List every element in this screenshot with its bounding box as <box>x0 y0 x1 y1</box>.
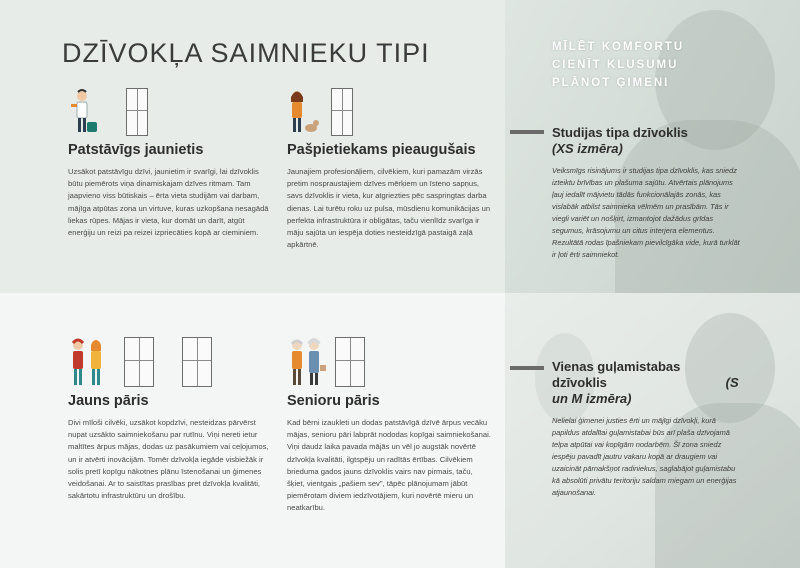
type-name: Senioru pāris <box>287 393 380 409</box>
apartment-description: Nelielai ģimenei justies ērti un mājīgi dzīvokļi, kurā papildus atdalītai guļamistabai būs arī plaša dzīvojamā telpa atpūtai vai kopīgām nodarbēm. Šī zona sniedz iespēju pavadīt jautru vakaru kopā ar draugiem vai uzaicināt pārnakšņot radiniekus, saglabājot guļamistabu kā absolūti privātu teritoriju saldam miegam un enerģijas atjaunošanai. <box>552 416 737 497</box>
type-illustration <box>287 333 492 387</box>
tagline-line: CIENĪT KLUSUMU <box>552 59 679 71</box>
type-description: Jaunajiem profesionāļiem, cilvēkiem, kuri pamazām virzās pretim nospraustajiem dzīves mērķiem un īsteno sapņus, savs dzīvoklis ir vieta, kur atgriezties pēc saspringtas darba dienas. Lai turētu roku uz pulsa, mūsdienu komunikācijas un perfekta infrastruktūra ir obligātas, taču vienlīdz svarīga ir māju sajūta un iespēja doties nesteidzīgā pastaigā zaļā apkārtnē. <box>287 167 491 250</box>
woman-with-dog-icon <box>287 88 321 136</box>
apartment-studio <box>510 125 750 261</box>
apartment-size: (S un M izmēra) <box>552 375 739 406</box>
apartment-size: (XS izmēra) <box>552 141 623 156</box>
owner-type-young-couple <box>68 333 273 502</box>
owner-type-young-independent <box>68 88 273 239</box>
floor-plan-icon <box>182 337 212 387</box>
apartment-title-main: Vienas guļamistabas dzīvoklis <box>552 359 681 390</box>
young-professional-icon <box>68 88 102 136</box>
floor-plan-icon <box>126 88 148 136</box>
type-name: Pašpietiekams pieaugušais <box>287 142 476 158</box>
owner-type-self-sufficient-adult <box>287 88 492 251</box>
type-name: Patstāvīgs jaunietis <box>68 142 204 158</box>
apartment-title <box>552 125 750 157</box>
page-title: DZĪVOKĻA SAIMNIEKU TIPI <box>62 38 430 68</box>
floor-plan-icon <box>124 337 154 387</box>
apartment-title <box>552 359 750 407</box>
tagline-line: MĪLĒT KOMFORTU <box>552 41 685 53</box>
type-description: Uzsākot patstāvīgu dzīvi, jaunietim ir svarīgi, lai dzīvoklis būtu piemērots viņa dinamiskajam dzīves ritmam. Tam jaapvieno viss būtiskais – ērta vieta studijām vai darbam, mājīga atpūtas zona un virtuve, kuras uzkopšana nesagādā liekas rūpes. Mājas ir vieta, kur domāt un darīt, atgūt enerģiju un reizi pa reizei izpriecāties kopā ar cieminiem. <box>68 167 269 238</box>
owner-type-senior-couple <box>287 333 492 515</box>
tagline-line: PLĀNOT ĢIMENI <box>552 77 670 89</box>
type-illustration <box>287 88 492 136</box>
senior-couple-icon <box>287 335 327 389</box>
young-couple-icon <box>68 335 108 389</box>
type-description: Divi mīloši cilvēki, uzsākot kopdzīvi, nesteidzas pārvērst nupat uzsākto saimniekošanu par rutīnu. Viņi nereti ietur maltītes ārpus mājas, dodas uz pasākumiem vai ceļojumos, un ir atvērti inovācijām. Tomēr dzīvokļa iegāde visbiežāk ir solis pretī kopīgu nākotnes plānu īstenošanai un ģimenes veidošanai. Ar to saistītas prasības pret dzīvokļa kvalitāti, sakārtotu infrastruktūru un drošību. <box>68 418 269 501</box>
type-illustration <box>68 88 273 136</box>
apartment-title-main: Studijas tipa dzīvoklis <box>552 125 688 140</box>
type-description: Kad bērni izaukleti un dodas patstāvīgā dzīvē ārpus vecāku mājas, senioru pāri labprāt nododas kopīgai saimniekošanai. Viņi daudz laika pavada mājās un vēl jo augstāk novērtē dzīvokļa kvalitāti, ilgtspēju un radītās ērtības. Cilvēkiem brieduma gados jauns dzīvoklis vairs nav pirmais, taču, šķiet, vientgais „pašiem sev", tāpēc plānojumam jābūt piemērotam diviem iedzīvotājiem, kuri novērtē mieru un neatkarību. <box>287 418 491 513</box>
tagline <box>552 38 732 92</box>
type-name: Jauns pāris <box>68 393 149 409</box>
apartment-one-bedroom <box>510 359 750 499</box>
floor-plan-icon <box>335 337 365 387</box>
floor-plan-icon <box>331 88 353 136</box>
apartment-description: Veiksmīgs risinājums ir studijas tipa dzīvoklis, kas sniedz izteiktu brīvības un plašuma sajūtu. Atvērtais plānojums ļauj iedalīt mājvietu tādās funkcionālajās zonās, kas vislabāk atbilst saimnieka vēlmēm un prasībām. Tās ir viegli variēt un nošķirt, izmantojot dažādus grīdas segumus, krāsojumu un citus interjera elementus. Rezultātā rodas īpašniekam pievilcīgāka vide, kurā turklāt ir ļoti ērti saimniekot. <box>552 166 740 259</box>
type-illustration <box>68 333 273 387</box>
